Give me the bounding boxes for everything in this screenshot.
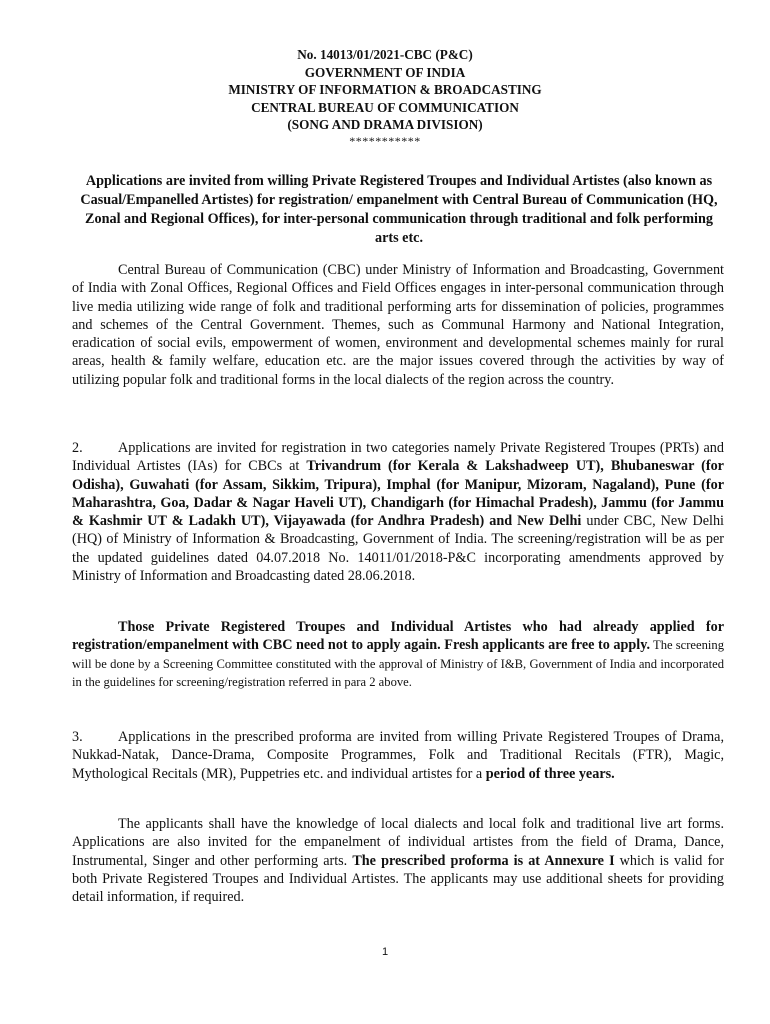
paragraph-3-small: The screening will be done by a Screening Committee constituted with the approval of Ministry of I&B, Government of India and incorporated in the guidelines for screening/registration referred in para 2 above. — [72, 638, 724, 689]
paragraph-2-text-a: Applications are invited for registration in two categories namely Private Registered Troupes (PRTs) and Individual Artistes (IAs) for CBCs at — [72, 440, 724, 475]
paragraph-5-text-b: which is valid for both Private Registered Troupes and Individual Artistes. The applicants may use additional sheets for providing detail information, if required. — [72, 852, 724, 906]
paragraph-4-text: Applications in the prescribed proforma are invited from willing Private Registered Troupes of Drama, Nukkad-Natak, Dance-Drama, Composite Programmes, Folk and Traditional Recitals (FTR), Magic, Mythological Recitals (MR), Puppetries etc. and individual artistes for a — [72, 729, 724, 782]
division-name: (SONG AND DRAMA DIVISION) — [287, 117, 483, 133]
paragraph-5-text-a: The applicants shall have the knowledge of local dialects and local folk and traditional live art forms. Applications are also invited for the empanelment of individual artistes from the field of Drama, Dance, Instrumental, Singer and other performing arts. — [72, 816, 724, 869]
paragraph-2-locations: Trivandrum (for Kerala & Lakshadweep UT), Bhubaneswar (for Odisha), Guwahati (for Assam, Sikkim, Tripura), Imphal (for Manipur, Mizoram, Nagaland), Pune (for Maharashtra, Goa, Dadar & Nagar Haveli UT), Chandigarh (for Himachal Pradesh), Jammu (for Jammu & Kashmir UT & Ladakh UT), Vijayawada (for Andhra Pradesh) and New Delhi — [72, 458, 724, 530]
document-header — [0, 46, 770, 148]
paragraph-2-text-b: under CBC, New Delhi (HQ) of Ministry of Information & Broadcasting, Government of India. The screening/registration will be as per the updated guidelines dated 04.07.2018 No. 14011/01/2018-P&C incorporating amendments approved by Ministry of Information and Broadcasting dated 28.06.2018. — [72, 513, 724, 585]
page-number: 1 — [381, 946, 389, 958]
paragraph-3-bold: Those Private Registered Troupes and Individual Artistes who had already applied for registration/empanelment with CBC need not to apply again. Fresh applicants are free to apply. — [72, 619, 724, 654]
paragraph-number: 2. — [72, 440, 83, 456]
paragraph-5 — [72, 815, 724, 906]
separator-stars: *********** — [349, 133, 421, 148]
paragraph-number: 3. — [72, 729, 83, 745]
bureau-name: CENTRAL BUREAU OF COMMUNICATION — [251, 99, 519, 115]
paragraph-2 — [72, 439, 724, 585]
paragraph-1: Central Bureau of Communication (CBC) under Ministry of Information and Broadcasting, Government of India with Zonal Offices, Regional Offices and Field Offices engages in inter-personal communication through live media utilizing wide range of folk and traditional performing arts for dissemination of policies, programmes and schemes of the Central Government. Themes, such as Communal Harmony and National Integration, eradication of social evils, empowerment of women, environment and developmental schemes mainly for rural areas, health & family welfare, education etc. are the major issues covered through the activities by way of utilizing popular folk and traditional forms in the local dialects of the region across the country. — [72, 262, 724, 388]
paragraph-4-bold: period of three years. — [485, 765, 615, 782]
reference-number: No. 14013/01/2021-CBC (P&C) — [297, 47, 473, 62]
notice-title: Applications are invited from willing Private Registered Troupes and Individual Artistes (also known as Casual/Empanelled Artistes) for registration/ empanelment with Central Bureau of Communication (HQ, Zonal and Regional Offices), for inter-personal communication through traditional and folk performing arts etc. — [80, 173, 718, 246]
government-name: GOVERNMENT OF INDIA — [304, 64, 466, 80]
paragraph-5-bold: The prescribed proforma is at Annexure I — [352, 852, 615, 869]
paragraph-3 — [72, 618, 724, 691]
ministry-name: MINISTRY OF INFORMATION & BROADCASTING — [228, 82, 542, 98]
paragraph-4 — [72, 728, 724, 783]
